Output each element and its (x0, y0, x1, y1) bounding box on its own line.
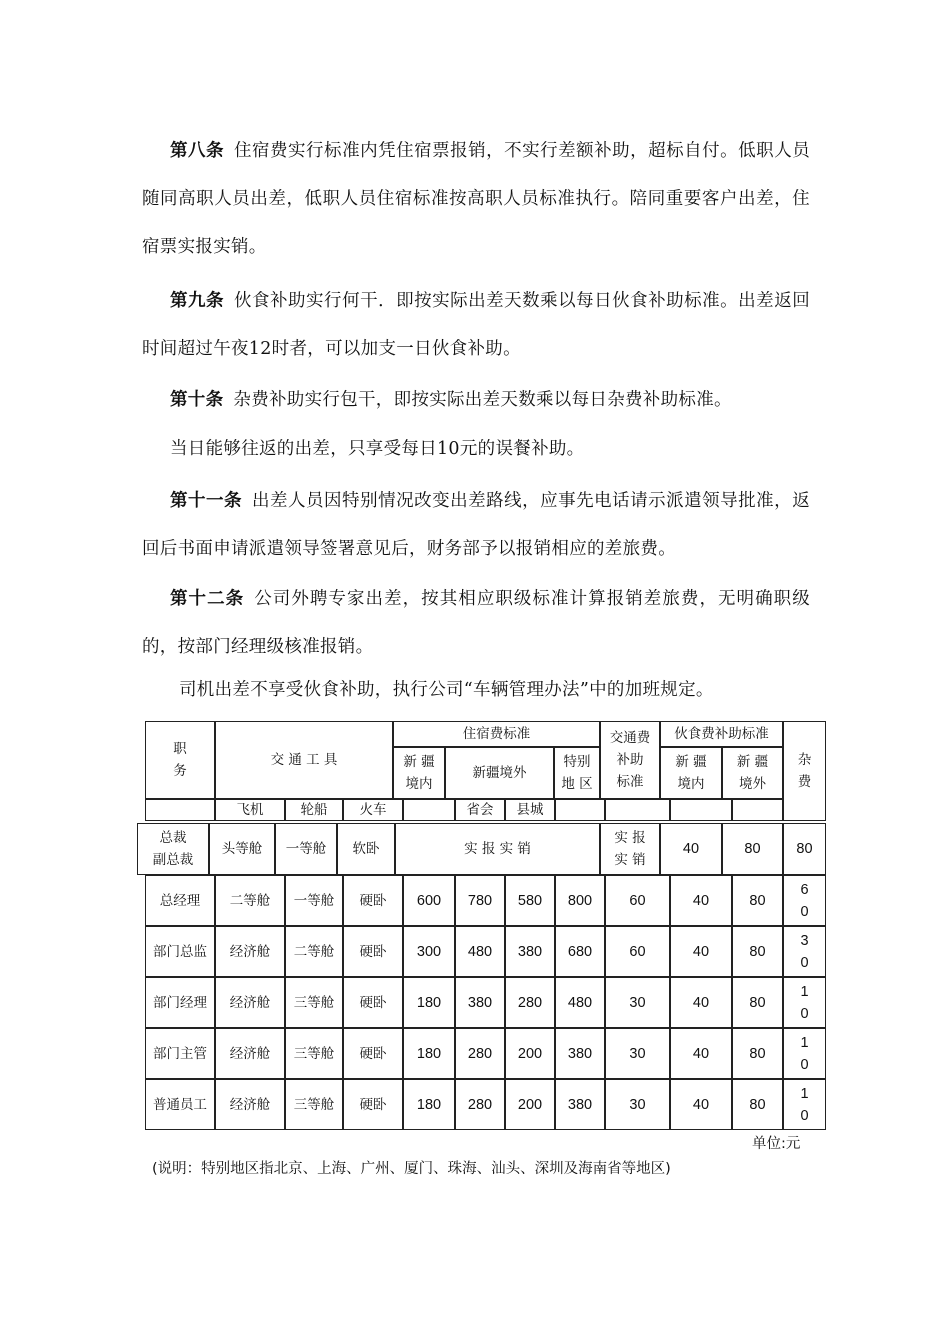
header-lodging-special (554, 747, 600, 799)
article-heading: 第十一条 (170, 491, 243, 511)
table-cell-meal-in: 40 (670, 875, 732, 926)
row-president-train: 软卧 (337, 823, 395, 875)
traffic-line: 实 销 (614, 852, 646, 868)
header-line: 杂 (797, 752, 812, 768)
table-cell-province: 480 (455, 926, 505, 977)
misc-digit: 0 (800, 1056, 809, 1073)
table-cell-meal-in: 40 (670, 926, 732, 977)
table-cell-special: 380 (555, 1079, 605, 1130)
table-caption: 司机出差不享受伙食补助，执行公司“车辆管理办法”中的加班规定。 (179, 680, 714, 700)
table-cell-meal-out: 80 (732, 875, 783, 926)
table-cell-pos: 部门主管 (145, 1028, 215, 1079)
header-line: 新 疆 (736, 754, 769, 770)
table-cell-train: 硬卧 (343, 875, 403, 926)
table-cell-traffic: 30 (605, 977, 670, 1028)
header-line: 境内 (405, 776, 433, 792)
table-cell-county: 200 (505, 1028, 555, 1079)
misc-digit: 0 (800, 954, 809, 971)
header-lodging: 住宿费标准 (393, 721, 600, 747)
article-8 (142, 127, 810, 271)
article-text: 住宿费实行标准内凭住宿票报销，不实行差额补助，超标自付。低职人员随同高职人员出差，低职人员住宿标准按高职人员标准执行。陪同重要客户出差，住宿票实报实销。 (142, 141, 810, 257)
table-cell-meal-out: 80 (732, 926, 783, 977)
table-cell-pos: 普通员工 (145, 1079, 215, 1130)
table-cell-plane: 经济舱 (215, 926, 285, 977)
table-cell-plane: 经济舱 (215, 1028, 285, 1079)
table-cell-xj-in: 180 (403, 1079, 455, 1130)
row-president-misc: 80 (783, 823, 826, 875)
table-cell-pos: 部门总监 (145, 926, 215, 977)
table-cell-xj-in: 300 (403, 926, 455, 977)
table-cell-meal-out: 80 (732, 977, 783, 1028)
row-president-ship: 一等舱 (275, 823, 337, 875)
position-line: 副总裁 (152, 852, 194, 868)
table-cell-county: 200 (505, 1079, 555, 1130)
table-cell-county: 280 (505, 977, 555, 1028)
subheader-province: 省会 (455, 799, 505, 821)
table-cell-meal-out: 80 (732, 1079, 783, 1130)
table-cell-train: 硬卧 (343, 1028, 403, 1079)
article-heading: 第十二条 (170, 589, 245, 609)
table-cell-province: 280 (455, 1079, 505, 1130)
table-cell-misc (783, 926, 826, 977)
article-text: 当日能够往返的出差，只享受每日10元的误餐补助。 (170, 439, 585, 459)
header-line: 交通费 (609, 730, 651, 746)
header-position-line1: 职 (173, 741, 187, 757)
row-president-lodging: 实 报 实 销 (395, 823, 600, 875)
table-cell-meal-in: 40 (670, 1028, 732, 1079)
article-9 (142, 277, 810, 373)
table-cell-pos: 总经理 (145, 875, 215, 926)
article-10 (142, 376, 810, 424)
subheader-blank (732, 799, 783, 821)
header-line: 标准 (616, 774, 644, 790)
subheader-plane: 飞机 (215, 799, 285, 821)
article-text: 杂费补助实行包干，即按实际出差天数乘以每日杂费补助标准。 (233, 390, 732, 410)
article-heading: 第八条 (170, 141, 225, 161)
subheader-county: 县城 (505, 799, 555, 821)
table-cell-ship: 三等舱 (285, 1028, 343, 1079)
table-cell-train: 硬卧 (343, 977, 403, 1028)
article-11 (142, 477, 810, 573)
misc-digit: 1 (800, 1085, 809, 1102)
table-cell-province: 780 (455, 875, 505, 926)
table-cell-ship: 三等舱 (285, 977, 343, 1028)
misc-digit: 3 (800, 932, 809, 949)
article-text: 伙食补助实行何干．即按实际出差天数乘以每日伙食补助标准。出差返回时间超过午夜12时者，可以加支一日伙食补助。 (142, 291, 810, 359)
subheader-blank (670, 799, 732, 821)
table-cell-pos: 部门经理 (145, 977, 215, 1028)
table-cell-special: 380 (555, 1028, 605, 1079)
table-cell-ship: 二等舱 (285, 926, 343, 977)
article-heading: 第十条 (170, 390, 224, 410)
special-area-note: (说明：特别地区指北京、上海、广州、厦门、珠海、汕头、深圳及海南省等地区) (152, 1161, 671, 1177)
article-heading: 第九条 (170, 291, 225, 311)
article-text: 出差人员因特别情况改变出差路线，应事先电话请示派遣领导批准，返回后书面申请派遣领导签署意见后，财务部予以报销相应的差旅费。 (142, 491, 810, 559)
subheader-blank (403, 799, 455, 821)
subheader-train: 火车 (343, 799, 403, 821)
table-cell-traffic: 60 (605, 875, 670, 926)
header-lodging-xj-out: 新疆境外 (445, 747, 554, 799)
table-cell-province: 380 (455, 977, 505, 1028)
header-traffic (600, 721, 660, 799)
table-cell-train: 硬卧 (343, 1079, 403, 1130)
position-line: 总裁 (159, 830, 187, 846)
article-text: 公司外聘专家出差，按其相应职级标准计算报销差旅费，无明确职级的，按部门经理级核准报销。 (142, 589, 811, 657)
header-meal-out (722, 747, 783, 799)
table-cell-meal-in: 40 (670, 977, 732, 1028)
table-cell-meal-out: 80 (732, 1028, 783, 1079)
row-president-meal-out: 80 (722, 823, 783, 875)
row-president-traffic (600, 823, 660, 875)
expense-standard-table (145, 721, 826, 1128)
subheader-ship: 轮船 (285, 799, 343, 821)
table-cell-special: 680 (555, 926, 605, 977)
header-lodging-xj-in (393, 747, 445, 799)
table-cell-traffic: 30 (605, 1028, 670, 1079)
table-cell-traffic: 60 (605, 926, 670, 977)
header-position (145, 721, 215, 799)
unit-label: 单位:元 (752, 1136, 801, 1152)
subheader-blank (555, 799, 605, 821)
table-cell-plane: 经济舱 (215, 977, 285, 1028)
header-line: 新 疆 (675, 754, 707, 770)
header-misc (783, 721, 826, 821)
table-cell-xj-in: 180 (403, 1028, 455, 1079)
subheader-blank (145, 799, 215, 821)
row-president-meal-in: 40 (660, 823, 722, 875)
header-line: 特别 (563, 754, 591, 770)
row-president-plane: 头等舱 (209, 823, 275, 875)
header-transport: 交 通 工 具 (215, 721, 393, 799)
table-cell-misc (783, 875, 826, 926)
table-cell-misc (783, 1079, 826, 1130)
table-cell-misc (783, 1028, 826, 1079)
misc-digit: 1 (800, 1034, 809, 1051)
table-cell-plane: 经济舱 (215, 1079, 285, 1130)
table-cell-county: 380 (505, 926, 555, 977)
header-line: 费 (797, 774, 812, 790)
header-position-line2: 务 (173, 763, 187, 779)
table-cell-special: 800 (555, 875, 605, 926)
header-line: 新 疆 (403, 754, 435, 770)
table-cell-traffic: 30 (605, 1079, 670, 1130)
table-cell-train: 硬卧 (343, 926, 403, 977)
header-line: 境外 (739, 776, 766, 792)
table-cell-xj-in: 180 (403, 977, 455, 1028)
misc-digit: 0 (800, 903, 809, 920)
header-line: 地 区 (561, 776, 593, 792)
header-meal-in (660, 747, 722, 799)
table-cell-ship: 三等舱 (285, 1079, 343, 1130)
subheader-blank (605, 799, 670, 821)
table-cell-province: 280 (455, 1028, 505, 1079)
table-cell-plane: 二等舱 (215, 875, 285, 926)
misc-digit: 0 (800, 1005, 809, 1022)
table-cell-xj-in: 600 (403, 875, 455, 926)
table-cell-special: 480 (555, 977, 605, 1028)
table-cell-county: 580 (505, 875, 555, 926)
table-cell-misc (783, 977, 826, 1028)
misc-digit: 1 (800, 983, 809, 1000)
misc-digit: 0 (800, 1107, 809, 1124)
article-12 (142, 575, 810, 671)
header-line: 补助 (616, 752, 644, 768)
traffic-line: 实 报 (614, 830, 646, 846)
table-cell-ship: 一等舱 (285, 875, 343, 926)
misc-digit: 6 (800, 881, 809, 898)
header-meal: 伙食费补助标准 (660, 721, 783, 747)
row-president-position (137, 823, 209, 875)
table-cell-meal-in: 40 (670, 1079, 732, 1130)
header-line: 境内 (677, 776, 705, 792)
same-day-paragraph (142, 425, 810, 473)
